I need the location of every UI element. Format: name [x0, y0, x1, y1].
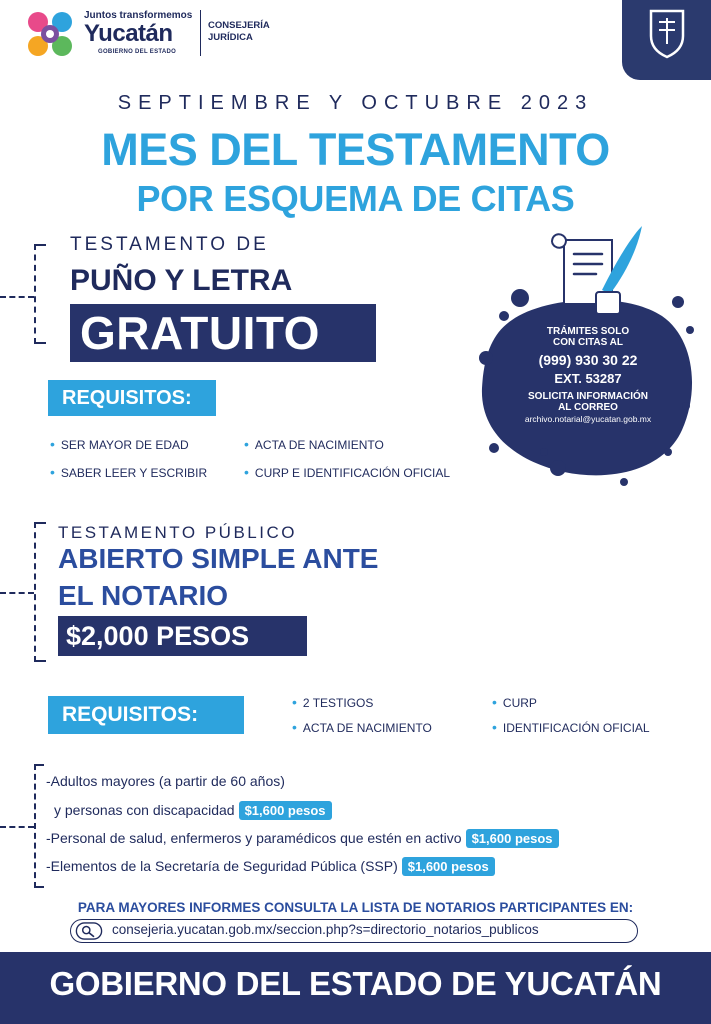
main-subtitle: POR ESQUEMA DE CITAS — [136, 178, 575, 219]
requirement-item: • ACTA DE NACIMIENTO — [244, 436, 384, 452]
contact-phone: (999) 930 30 22 — [538, 352, 638, 368]
discounts-bracket — [34, 764, 44, 888]
requirement-item: • CURP — [492, 694, 537, 710]
date-range: SEPTIEMBRE Y OCTUBRE 2023 — [117, 92, 594, 114]
department-line1: CONSEJERÍA — [208, 20, 270, 31]
discounts-bracket-tick — [0, 826, 34, 828]
section2-subtitle: TESTAMENTO PÚBLICO — [58, 523, 297, 542]
brand-name: Yucatán — [84, 20, 173, 47]
section1-bracket — [34, 244, 46, 344]
section1-bracket-tick — [0, 296, 34, 298]
main-title: MES DEL TESTAMENTO — [101, 124, 610, 175]
discount-text: y personas con discapacidad — [54, 802, 235, 818]
more-info-heading: PARA MAYORES INFORMES CONSULTA LA LISTA DE NOTARIOS PARTICIPANTES EN: — [77, 900, 634, 915]
discount-text: -Elementos de la Secretaría de Seguridad Pública (SSP) — [46, 858, 398, 874]
contact-info — [488, 326, 688, 426]
discount-price-badge: $1,600 pesos — [466, 829, 559, 848]
discount-line-security — [46, 857, 495, 876]
discount-line-disability — [54, 801, 332, 820]
brand-tagline: Juntos transformemos — [84, 10, 193, 21]
section1-requirements-label: REQUISITOS: — [48, 380, 216, 416]
footer-title: GOBIERNO DEL ESTADO DE YUCATÁN — [49, 965, 662, 1002]
section2-bracket-tick — [0, 592, 34, 594]
discount-text: -Personal de salud, enfermeros y paramédicos que estén en activo — [46, 830, 462, 846]
requirement-item: • SER MAYOR DE EDAD — [50, 436, 189, 452]
discount-line-seniors: -Adultos mayores (a partir de 60 años) — [46, 773, 285, 789]
brand-subtitle: GOBIERNO DEL ESTADO — [98, 49, 177, 55]
discount-line-health — [46, 829, 559, 848]
scroll-quill-icon — [540, 220, 650, 320]
section2-bracket — [34, 522, 46, 662]
section2-requirements-label: REQUISITOS: — [48, 696, 244, 734]
requirement-item: • ACTA DE NACIMIENTO — [292, 719, 432, 735]
contact-line1: TRÁMITES SOLO — [546, 326, 630, 337]
contact-info-line1: SOLICITA INFORMACIÓN — [528, 391, 648, 402]
contact-info-line2: AL CORREO — [558, 402, 618, 413]
section2-heading-line1: ABIERTO SIMPLE ANTE — [58, 543, 379, 574]
section1-heading: PUÑO Y LETRA — [70, 264, 293, 297]
contact-ext: EXT. 53287 — [554, 371, 622, 386]
discount-price-badge: $1,600 pesos — [239, 801, 332, 820]
contact-email: archivo.notarial@yucatan.gob.mx — [524, 414, 652, 424]
section1-price-badge: GRATUITO — [70, 304, 376, 362]
search-icon — [74, 922, 104, 940]
section2-price-badge: $2,000 PESOS — [58, 616, 307, 656]
requirement-item: • IDENTIFICACIÓN OFICIAL — [492, 719, 650, 735]
state-shield-icon — [648, 8, 686, 60]
section2-heading-line2: EL NOTARIO — [58, 580, 229, 611]
url-link[interactable]: consejeria.yucatan.gob.mx/seccion.php?s=directorio_notarios_publicos — [112, 922, 539, 937]
discount-price-badge: $1,600 pesos — [402, 857, 495, 876]
requirement-item: • SABER LEER Y ESCRIBIR — [50, 464, 207, 480]
yucatan-logo-icon — [24, 8, 76, 60]
section1-subtitle: TESTAMENTO DE — [70, 234, 269, 255]
requirement-item: • 2 TESTIGOS — [292, 694, 373, 710]
header-divider — [200, 10, 201, 56]
department-line2: JURÍDICA — [208, 32, 253, 43]
requirement-item: • CURP E IDENTIFICACIÓN OFICIAL — [244, 464, 450, 480]
department-name — [208, 20, 270, 44]
contact-line2: CON CITAS AL — [553, 337, 623, 348]
